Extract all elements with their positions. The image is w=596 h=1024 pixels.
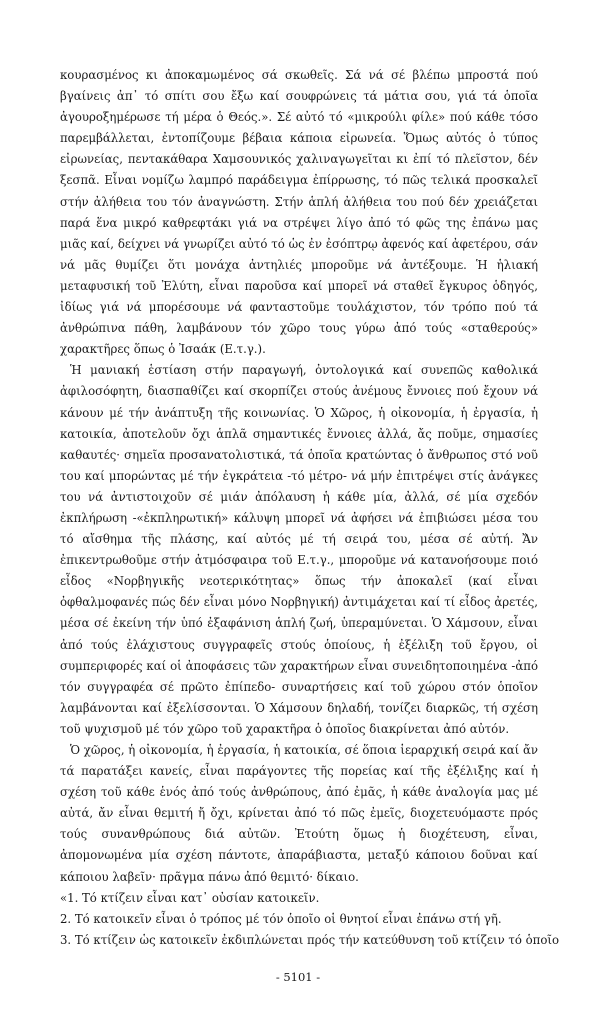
page-body	[60, 65, 559, 951]
page-number: - 5101 -	[275, 970, 321, 984]
paragraph-3: Ὁ χῶρος, ἡ οἰκονομία, ἡ ἐργασία, ἡ κατοικία, σέ ὅποια ἱεραρχική σειρά καί ἄν τά παρατάξει κανείς, εἶναι παράγοντες τῆς πορείας καί τῆς ἐξέλιξης καί ἡ σχέση τοῦ κάθε ἑνός ἀπό τούς ἀνθρώπους, ἀπό ἐμᾶς, ἡ κάθε ἀναλογία μας μέ αὐτά, ἄν εἶναι θεμιτή ἤ ὄχι, κρίνεται ἀπό τό πῶς ἐμεῖς, διοχετευόμαστε πρός τούς συνανθρώπους διά αὐτῶν. Ἐτούτη ὅμως ἡ διοχέτευση, εἶναι, ἀπομονωμένα μία σχέση πάντοτε, ἀπαράβιαστα, μεταξύ κάποιου δοῦναι καί κάποιου λαβεῖν· πρᾶγμα πάνω ἀπό θεμιτό· δίκαιο.	[60, 743, 538, 884]
list-item-1: «1. Τό κτίζειν εἶναι κατ᾽ οὐσίαν κατοικεῖν.	[60, 890, 320, 905]
paragraph-1: κουρασμένος κι ἀποκαμωμένος σά σκωθεῖς. Σά νά σέ βλέπω μπροστά πού βγαίνεις ἀπ᾽ τό σπίτι σου ἔξω καί σουφρώνεις τά μάτια σου, γιά τά ὁποῖα ἀγουροξημέρωσε τή μέρα ὁ Θεός.». Σέ αὐτό τό «μικρούλι φίλε» πού κάθε τόσο παρεμβάλλεται, ἐντοπίζουμε βέβαια κάποια εἰρωνεία. Ὅμως αὐτός ὁ τύπος εἰρωνείας, πεντακάθαρα Χαμσουνικός χαλιναγωγεῖται κι ἐπί τό πλεῖστον, δέν ξεσπᾶ. Εἶναι νομίζω λαμπρό παράδειγμα ἐπίρρωσης, τό πῶς τελικά προσκαλεῖ στήν ἀλήθεια του τόν ἀναγνώστη. Στήν ἁπλή ἀλήθεια του πού δέν χρειάζεται παρά ἕνα μικρό καθρεφτάκι γιά να στρέψει λίγο ἀπό τό φῶς της ἐπάνω μας μιᾶς καί, δείχνει νά γνωρίζει αὐτό τό ὡς ἐν ἐσόπτρῳ ἀφενός καί ἀφετέρου, σάν νά μᾶς θυμίζει ὅτι μονάχα ἀντηλιές μποροῦμε νά ἀντέξουμε. Ἡ ἡλιακή μεταφυσική τοῦ Ἐλύτη, εἶναι παροῦσα καί μπορεῖ νά σταθεῖ ἔγκυρος ὁδηγός, ἰδίως γιά νά μπορέσουμε νά φανταστοῦμε τουλάχιστον, τόν τρόπο πού τά ἀνθρώπινα πάθη, λαμβάνουν τόν χῶρο τους γύρω ἀπό τούς «σταθερούς» χαρακτῆρες ὅπως ὁ Ἰσαάκ (Ε.τ.γ.).	[60, 68, 538, 357]
paragraph-2: Ἡ μανιακή ἑστίαση στήν παραγωγή, ὀντολογικά καί συνεπῶς καθολικά ἀφιλοσόφητη, διασπαθίζει καί σκορπίζει στούς ἀνέμους ἔννοιες πού ἔχουν νά κάνουν μέ τήν ἀνάπτυξη τῆς κοινωνίας. Ὁ Χῶρος, ἡ οἰκονομία, ἡ ἐργασία, ἡ κατοικία, ἀποτελοῦν ὄχι ἁπλᾶ σημαντικές ἔννοιες ἀλλά, ἄς ποῦμε, σημασίες καθαυτές· σημεῖα προσανατολιστικά, τά ὁποῖα κρατώντας ὁ ἄνθρωπος στό νοῦ του καί μπορώντας μέ τήν ἐγκράτεια -τό μέτρο- νά μήν ἐπιτρέψει στίς ἀνάγκες του νά ἀντιστοιχοῦν σέ μιάν ἀπόλαυση ἡ κάθε μία, ἀλλά, σέ μία σχεδόν ἐκπλήρωση -«ἐκπληρωτική» κάλυψη μπορεῖ νά ἀφήσει νά ἐπιβιώσει μέσα του τό αἴσθημα τῆς πλάσης, καί αὐτός μέ τή σειρά του, μέσα σέ αὐτή. Ἄν ἐπικεντρωθοῦμε στήν ἀτμόσφαιρα τοῦ Ε.τ.γ., μποροῦμε νά κατανοήσουμε ποιό εἶδος «Νορβηγικῆς νεοτερικότητας» ὅπως τήν ἀποκαλεῖ (καί εἶναι ὀφθαλμοφανές πώς δέν εἶναι μόνο Νορβηγική) ἀντιμάχεται καί τί εἶδος ἀρετές, μέσα σέ ἐκείνη τήν ὑπό ἐξαφάνιση ἁπλή ζωή, ὑπεραμύνεται. Ὁ Χάμσουν, εἶναι ἀπό τούς ἐλάχιστους συγγραφεῖς στούς ὁποίους, ἡ ἐξέλιξη τοῦ ἔργου, οἱ συμπεριφορές καί οἱ ἀποφάσεις τῶν χαρακτήρων εἶναι συνειδητοποιημένα -ἀπό τόν συγγραφέα σέ πρῶτο ἐπίπεδο- συναρτήσεις καί τοῦ χώρου στόν ὁποῖον λαμβάνονται καί ἐξελίσσονται. Ὁ Χάμσουν δηλαδή, τονίζει διαρκῶς, τή σχέση τοῦ ψυχισμοῦ μέ τόν χῶρο τοῦ χαρακτῆρα ὁ ὁποῖος διακρίνεται ἀπό αὐτόν.	[60, 363, 538, 736]
list-item-3: 3. Τό κτίζειν ὡς κατοικεῖν ἐκδιπλώνεται πρός τήν κατεύθυνση τοῦ κτίζειν τό ὁποῖο	[60, 932, 559, 947]
list-item-2: 2. Τό κατοικεῖν εἶναι ὁ τρόπος μέ τόν ὁποῖο οἱ θνητοί εἶναι ἐπάνω στή γῆ.	[60, 911, 502, 926]
